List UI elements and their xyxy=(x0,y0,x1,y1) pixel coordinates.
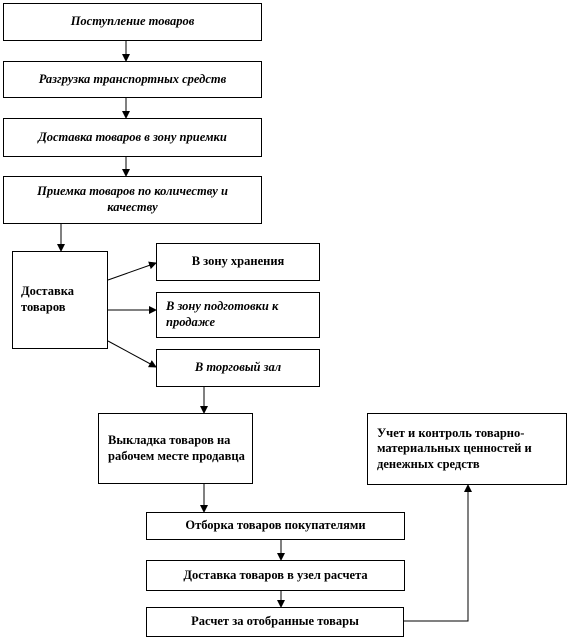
step-payment-label: Расчет за отобранные товары xyxy=(191,614,359,629)
step-receipt-box xyxy=(3,3,262,41)
step-delivery-acceptance-label: Доставка товаров в зону приемки xyxy=(38,129,227,144)
branch-storage-box xyxy=(156,243,320,281)
step-delivery-acceptance-box xyxy=(3,118,262,157)
step-receipt-label: Поступление товаров xyxy=(70,14,195,29)
branch-storage-label: В зону хранения xyxy=(191,254,285,269)
branch-prep-label: В зону подготовки к продаже xyxy=(166,299,279,329)
step-accounting-box xyxy=(367,413,567,485)
step-selection-label: Отборка товаров покупателями xyxy=(185,518,366,533)
step-unloading-box xyxy=(3,61,262,98)
step-acceptance-label: Приемка товаров по количеству и качеству xyxy=(37,184,228,214)
step-delivery-label: Доставка товаров xyxy=(21,284,74,314)
branch-hall-label: В торговый зал xyxy=(194,360,282,375)
branch-hall-box xyxy=(156,349,320,387)
step-acceptance-box xyxy=(3,176,262,224)
step-selection-box xyxy=(146,512,405,540)
arrow-5-storage xyxy=(108,263,156,280)
step-delivery-box xyxy=(12,251,108,349)
arrow-9-10 xyxy=(404,485,468,621)
step-display-label: Выкладка товаров на рабочем месте продавца xyxy=(108,432,245,463)
step-checkout-delivery-box xyxy=(146,560,405,591)
branch-prep-box xyxy=(156,292,320,338)
step-accounting-label: Учет и контроль товарно-материальных ценностей и денежных средств xyxy=(377,425,532,471)
arrow-5-hall xyxy=(108,341,156,367)
step-payment-box xyxy=(146,607,404,637)
step-checkout-delivery-label: Доставка товаров в узел расчета xyxy=(183,567,368,582)
step-unloading-label: Разгрузка транспортных средств xyxy=(38,71,227,86)
step-display-box xyxy=(98,413,253,484)
